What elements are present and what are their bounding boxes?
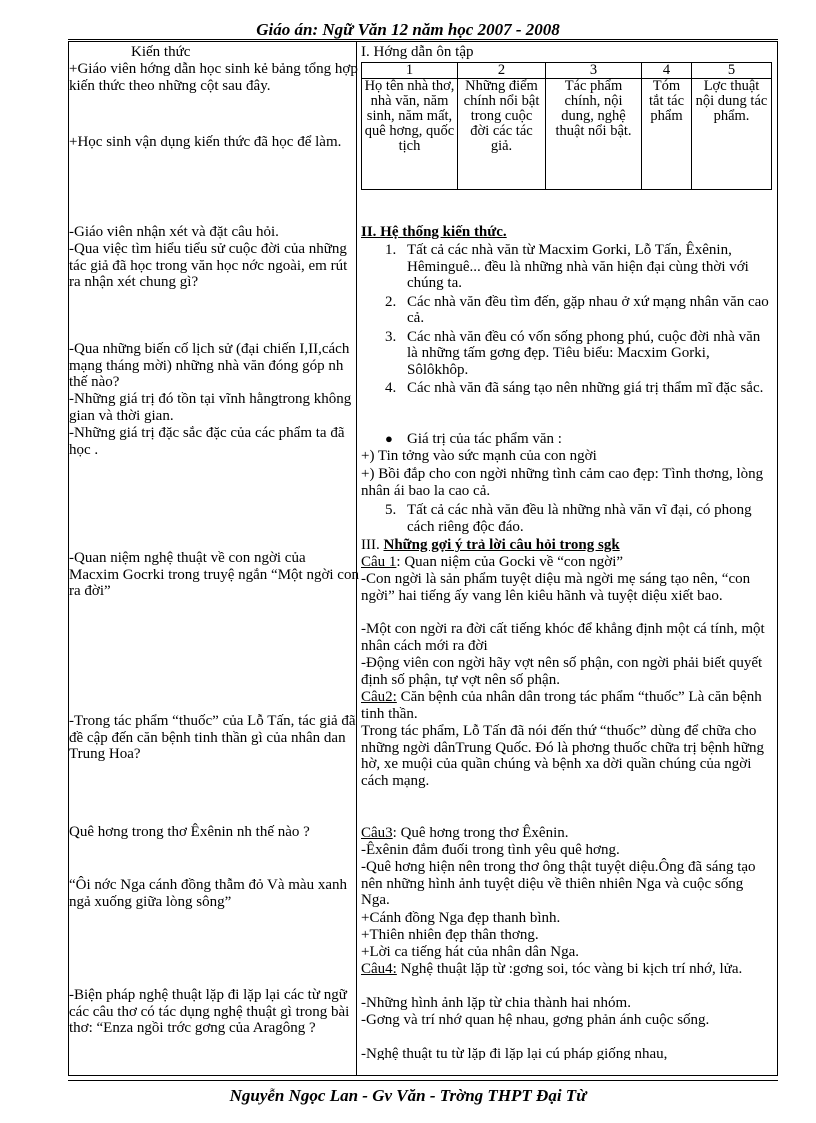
left-q7: -Trong tác phẩm “thuốc” của Lỗ Tấn, tác giả đã đề cập đến căn bệnh tinh thần gì của nhân dan Trung Hoa? <box>69 713 356 762</box>
answer-text: +Thiên nhiên đẹp thân thơng. <box>361 927 539 943</box>
table-header-cell: 1 <box>362 63 458 79</box>
page-footer: Nguyễn Ngọc Lan - Gv Văn - Trờng THPT Đại Từ <box>229 1086 587 1105</box>
list-text: Các nhà văn đều có vốn sống phong phú, cuộc đời nhà văn là những tấm gơng đẹp. Tiêu biểu: Macxim Gorki, Sôlôkhôp. <box>407 328 761 378</box>
left-q5: -Những giá trị đặc sắc đặc của các phẩm ta đã học . <box>69 425 345 458</box>
list-item <box>361 502 773 535</box>
left-q3: -Qua những biến cố lịch sử (đại chiến I,II,cách mạng tháng mời) những nhà văn đóng góp nh thế nào? <box>69 341 350 390</box>
question-label: Câu3 <box>361 825 393 841</box>
list-item <box>361 242 773 292</box>
plus-2: +) Bồi đắp cho con ngời những tình cảm cao đẹp: Tình thơng, lòng nhân ái bao la cao cả. <box>361 466 764 499</box>
bullet-icon: ● <box>385 431 393 446</box>
section-3-prefix: III. <box>361 537 380 553</box>
answer-text: +Cánh đồng Nga đẹp thanh bình. <box>361 910 561 926</box>
left-q6: -Quan niệm nghệ thuật về con ngời của Macxim Gocrki trong truyệ ngắn “Một ngời con ra đời” <box>69 550 359 599</box>
list-number: 2. <box>385 293 397 310</box>
summary-table <box>361 62 772 190</box>
plus-1: +) Tin tởng vào sức mạnh của con ngời <box>361 448 597 464</box>
question-label: Câu 1 <box>361 554 397 570</box>
left-p2: +Học sinh vận dụng kiến thức đã học để làm. <box>69 134 342 150</box>
list-item <box>361 380 773 397</box>
answer-text: -Êxênin đắm đuối trong tình yêu quê hơng. <box>361 842 620 858</box>
answer-text: -Những hình ảnh lặp từ chia thành hai nhóm. <box>361 995 631 1011</box>
question-label: Câu2: <box>361 689 397 705</box>
list-number: 5. <box>385 502 397 518</box>
list-text: Tất cả các nhà văn từ Macxim Gorki, Lỗ Tấn, Êxênin, Hêminguê... đều là những nhà văn hiện đại cùng thời với chúng ta. <box>407 242 749 291</box>
left-p1: +Giáo viên hớng dẫn học sinh kẻ bảng tổng hợp kiến thức theo những cột sau đây. <box>69 61 358 94</box>
table-header-cell: 3 <box>546 63 642 79</box>
question-title: : Quan niệm của Gocki về “con ngời” <box>396 554 624 570</box>
question-3 <box>361 825 773 842</box>
list-text: Các nhà văn đã sáng tạo nên những giá trị thẩm mĩ đặc sắc. <box>407 380 764 396</box>
list-text: Các nhà văn đều tìm đến, gặp nhau ở xứ mạng nhân văn cao cả. <box>407 293 769 326</box>
answer-text: -Con ngời là sản phẩm tuyệt diệu mà ngời mẹ sáng tạo nên, “con ngời” hai tiếng ấy vang lên kiêu hãnh và tuyệt diệu xiết bao. <box>361 571 751 604</box>
lesson-table <box>68 41 778 1076</box>
question-1 <box>361 554 773 571</box>
section-3-heading: Những gợi ý trả lời câu hỏi trong sgk <box>383 537 620 553</box>
left-q8: Quê hơng trong thơ Êxênin nh thế nào ? <box>69 824 310 840</box>
list-item <box>361 329 773 379</box>
left-q4: -Những giá trị đó tồn tại vĩnh hằngtrong không gian và thời gian. <box>69 391 352 424</box>
answer-text: -Nghệ thuật tu từ lặp đi lặp lại cú pháp giống nhau, <box>361 1046 668 1060</box>
table-header-cell: 2 <box>458 63 546 79</box>
page-header: Giáo án: Ngữ Văn 12 năm học 2007 - 2008 <box>256 20 560 39</box>
list-item <box>361 294 773 327</box>
list-number: 1. <box>385 242 397 258</box>
list-text: Tất cả các nhà văn đều là những nhà văn vĩ đại, có phong cách riêng độc đáo. <box>407 502 752 535</box>
section-3-title <box>361 537 773 554</box>
table-cell: Tác phẩm chính, nội dung, nghệ thuật nổi bật. <box>546 79 642 190</box>
section-1-title: I. Hớng dẫn ôn tập <box>361 44 474 60</box>
question-title: Căn bệnh của nhân dân trong tác phẩm “thuốc” Là căn bệnh tinh thần. <box>361 689 762 722</box>
section-2-title: II. Hệ thống kiến thức. <box>361 224 507 240</box>
answer-text: +Lời ca tiếng hát của nhân dân Nga. <box>361 944 579 960</box>
table-header-cell: 5 <box>692 63 772 79</box>
table-cell: Những điểm chính nổi bật trong cuộc đời các tác giả. <box>458 79 546 190</box>
answer-text: -Một con ngời ra đời cất tiếng khóc để khẳng định một cá tính, một nhân cách mới ra đời <box>361 621 765 654</box>
answer-text: -Quê hơng hiện nên trong thơ ông thật tuyệt diệu.Ông đã sáng tạo nên những hình ảnh tuyệt diệu về thiên nhiên Nga và cuộc sống Nga. <box>361 859 756 908</box>
header-rule <box>68 39 778 40</box>
left-title: Kiến thức <box>131 44 191 60</box>
question-label: Câu4: <box>361 961 397 977</box>
left-q10: -Biện pháp nghệ thuật lặp đi lặp lại các từ ngữ các câu thơ có tác dụng nghệ thuật gì trong bài thơ: “Enza ngồi trớc gơng của Aragông ? <box>69 987 350 1036</box>
answer-text: -Động viên con ngời hãy vợt nên số phận, con ngời phải biết quyết định số phận, tự vợt nên số phận. <box>361 655 763 688</box>
list-number: 4. <box>385 380 397 396</box>
answer-text: -Gơng và trí nhớ quan hệ nhau, gơng phản ánh cuộc sống. <box>361 1012 710 1028</box>
bullet-text: Giá trị của tác phẩm văn : <box>407 431 562 447</box>
answer-text: Trong tác phẩm, Lỗ Tấn đã nói đến thứ “thuốc” dùng để chữa cho những ngời dânTrung Quốc. Đó là phơng thuốc chữa trị bệnh hững hờ, xe muội của quần chúng và bệnh xa dời quần chúng của ngời cách mạng. <box>361 723 764 789</box>
bullet-item <box>361 431 797 448</box>
list-number: 3. <box>385 328 397 345</box>
question-2 <box>361 689 773 722</box>
question-4 <box>361 961 773 978</box>
question-title: : Quê hơng trong thơ Êxênin. <box>392 825 569 841</box>
table-cell: Họ tên nhà thơ, nhà văn, năm sinh, năm mất, quê hơng, quốc tịch <box>362 79 458 190</box>
section-2-list <box>361 242 773 397</box>
table-cell: Lợc thuật nội dung tác phẩm. <box>692 79 772 190</box>
left-q1: -Giáo viên nhận xét và đặt câu hỏi. <box>69 224 279 240</box>
table-header-cell: 4 <box>642 63 692 79</box>
left-q9: “Ôi nớc Nga cánh đồng thẫm đỏ Và màu xanh ngả xuống giữa lòng sông” <box>69 877 347 910</box>
table-cell: Tóm tắt tác phẩm <box>642 79 692 190</box>
question-title: Nghệ thuật lặp từ :gơng soi, tóc vàng bi kịch trí nhớ, lửa. <box>396 961 743 977</box>
left-q2: -Qua việc tìm hiểu tiểu sử cuộc đời của những tác giả đã học trong văn học nớc ngoài, em rút ra nhận xét chung gì? <box>69 241 348 290</box>
footer-rule <box>68 1080 778 1081</box>
